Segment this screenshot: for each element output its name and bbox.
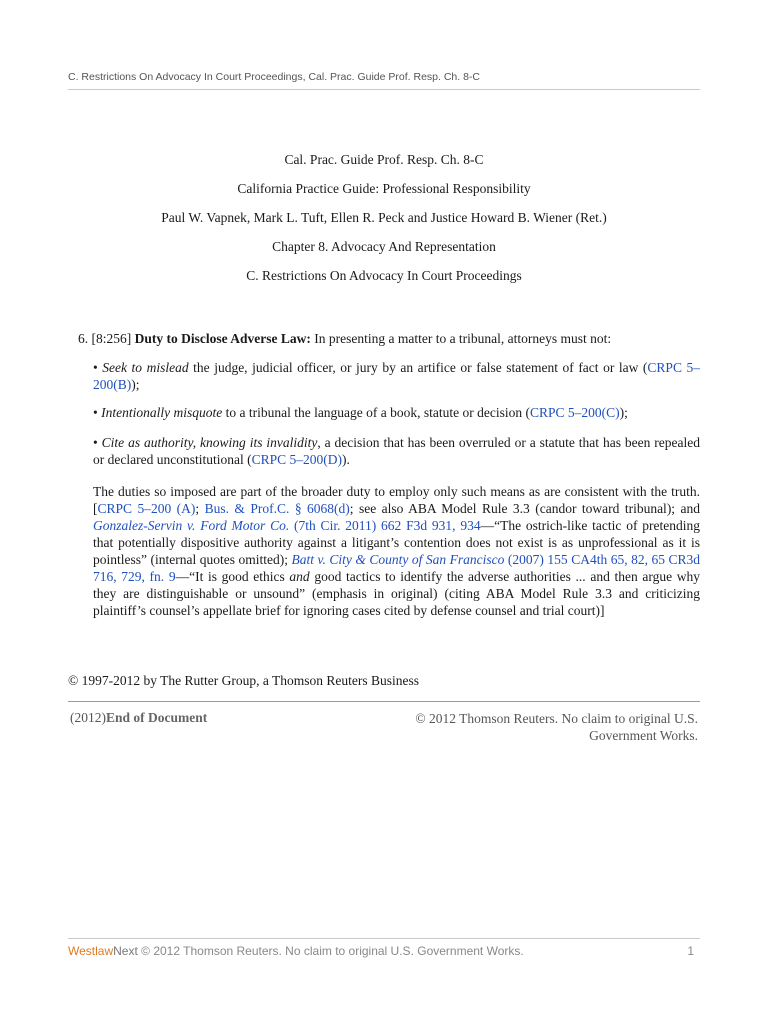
bullet-item-invalid-authority (93, 434, 700, 468)
footer-divider (68, 938, 700, 939)
page-number: 1 (687, 944, 694, 958)
book-title: California Practice Guide: Professional Responsibility (237, 181, 531, 196)
bullet-item-mislead (93, 359, 700, 393)
case-link-gonzalez[interactable] (93, 518, 481, 533)
bullet-item-misquote (93, 404, 700, 421)
bullet-marker: • (93, 360, 98, 375)
page-footer (68, 944, 700, 958)
bullet-marker: • (93, 405, 98, 420)
bullet-emphasis: Intentionally misquote (101, 405, 223, 420)
westlaw-logo-next: Next (113, 944, 138, 958)
para-emphasis: and (289, 569, 310, 584)
bullet-emphasis: Seek to mislead (102, 360, 189, 375)
para-text: The duties so imposed are part of the broader duty to employ only such means as are consistent with the truth. [ (93, 484, 700, 516)
para-text: ; (195, 501, 205, 516)
item-heading: Duty to Disclose Adverse Law: (134, 331, 311, 346)
chapter-title: Chapter 8. Advocacy And Representation (272, 239, 496, 254)
bullet-text: , a decision that has been overruled or a statute that has been repealed or declared unconstitutional ( (93, 435, 700, 467)
end-year: (2012) (70, 710, 106, 725)
authors-line: Paul W. Vapnek, Mark L. Tuft, Ellen R. Peck and Justice Howard B. Wiener (Ret.) (161, 210, 607, 225)
westlaw-logo: Westlaw (68, 944, 114, 958)
case-cite: (2007) 155 CA4th 65, 82, 65 CR3d 716, 729, fn. 9 (93, 552, 700, 584)
para-text: good tactics to identify the adverse authorities ... and then argue why they are distinguishable or unsound” (emphasis in original) (citing ABA Model Rule 3.3 and criticizing plaintiff’s counsel’s appellate brief for ignoring cases cited by defense counsel and trial court)] (93, 569, 700, 618)
citation-link-bus-prof[interactable]: Bus. & Prof.C. § 6068(d) (204, 501, 350, 516)
end-notice: © 2012 Thomson Reuters. No claim to original U.S. Government Works. (415, 711, 698, 743)
bullet-emphasis: Cite as authority, knowing its invalidity (101, 435, 318, 450)
para-text: ; see also ABA Model Rule 3.3 (candor toward tribunal); and (349, 501, 700, 516)
end-divider (68, 701, 700, 702)
header-divider (68, 89, 700, 90)
bullet-tail: ); (619, 405, 628, 420)
citation-title: Cal. Prac. Guide Prof. Resp. Ch. 8-C (284, 152, 484, 167)
section-title: C. Restrictions On Advocacy In Court Proceedings (246, 268, 522, 283)
bullet-marker: • (93, 435, 98, 450)
citation-link[interactable]: CRPC 5–200(B) (93, 360, 700, 392)
numbered-item (78, 330, 700, 347)
end-label: End of Document (106, 710, 208, 725)
citation-link-crpc[interactable]: CRPC 5–200 (A) (97, 501, 196, 516)
item-number: 6. [8:256] (78, 331, 132, 346)
case-cite: (7th Cir. 2011) 662 F3d 931, 934 (289, 518, 481, 533)
case-name: Batt v. City & County of San Francisco (291, 552, 505, 567)
end-of-document (70, 710, 207, 726)
body-paragraph (93, 483, 700, 619)
bullet-text: to a tribunal the language of a book, statute or decision ( (222, 405, 531, 420)
case-name: Gonzalez-Servin v. Ford Motor Co. (93, 518, 290, 533)
running-header: C. Restrictions On Advocacy In Court Proceedings, Cal. Prac. Guide Prof. Resp. Ch. 8-C (68, 71, 481, 83)
item-intro: In presenting a matter to a tribunal, attorneys must not: (314, 331, 612, 346)
para-text: —“The ostrich-like tactic of pretending that potentially dispositive authority against a litigant’s contention does not exist is as unprofessional as it is pointless” (internal quotes omitted); (93, 518, 700, 567)
citation-link[interactable]: CRPC 5–200(C) (530, 405, 620, 420)
footer-notice: © 2012 Thomson Reuters. No claim to original U.S. Government Works. (141, 944, 524, 958)
citation-link[interactable]: CRPC 5–200(D) (251, 452, 342, 467)
copyright-line: © 1997-2012 by The Rutter Group, a Thomson Reuters Business (68, 673, 419, 688)
bullet-text: the judge, judicial officer, or jury by an artifice or false statement of fact or law ( (188, 360, 648, 375)
bullet-tail: ). (341, 452, 350, 467)
title-block (68, 150, 700, 295)
bullet-tail: ); (131, 377, 140, 392)
para-text: —“It is good ethics (175, 569, 290, 584)
